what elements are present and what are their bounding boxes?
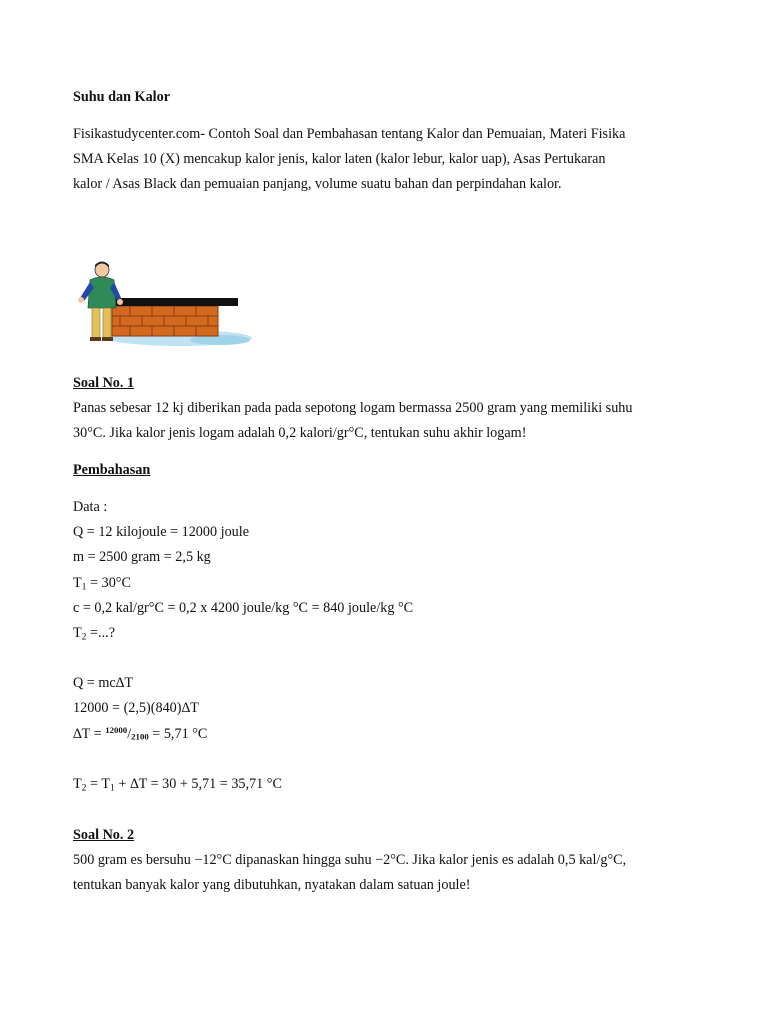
data-t1: $T_1 = 30^\circ C$ [73, 575, 131, 593]
intro-line-2: SMA Kelas 10 (X) mencakup kalor jenis, kalor laten (kalor lebur, kalor uap), Asas Pertukaran [73, 151, 606, 167]
soal-2-heading: Soal No. 2 [73, 827, 135, 843]
soal-1-line-2: 30°C. Jika kalor jenis logam adalah 0,2 kalori/gr°C, tentukan suhu akhir logam! [73, 425, 527, 441]
soal-2-line-1: 500 gram es bersuhu −12°C dipanaskan hingga suhu −2°C. Jika kalor jenis es adalah 0,5 kal/g°C, [73, 852, 627, 868]
delta-t-line: ∆T = $^{12000}$/2100 = 5,71 °C [73, 725, 208, 742]
man-with-brick-wall-icon [70, 258, 260, 350]
intro-line-1: Fisikastudycenter.com- Contoh Soal dan Pembahasan tentang Kalor dan Pemuaian, Materi Fisika [73, 126, 626, 142]
substitution-line: 12000 = (2,5)(840)∆T [73, 700, 199, 716]
pembahasan-heading: Pembahasan [73, 462, 151, 478]
document-title: Suhu dan Kalor [73, 89, 170, 105]
data-t2: $T_2$ =...? [73, 625, 115, 643]
soal-2-line-2: tentukan banyak kalor yang dibutuhkan, nyatakan dalam satuan joule! [73, 877, 471, 893]
final-result-line: $T_2 = T_1 + \Delta T = 30 + 5,71 = 35,71$ °C [73, 776, 282, 794]
data-c: c = 0,2 kal/gr°C = 0,2 x 4200 joule/kg °C = 840 joule/kg °C [73, 600, 414, 616]
formula-line: Q = mc∆T [73, 675, 134, 691]
soal-1-heading: Soal No. 1 [73, 375, 135, 391]
data-m: m = 2500 gram = 2,5 kg [73, 549, 211, 565]
data-label: Data : [73, 499, 108, 515]
intro-line-3: kalor / Asas Black dan pemuaian panjang, volume suatu bahan dan perpindahan kalor. [73, 176, 562, 192]
soal-1-line-1: Panas sebesar 12 kj diberikan pada pada sepotong logam bermassa 2500 gram yang memiliki suhu [73, 400, 633, 416]
data-q: Q = 12 kilojoule = 12000 joule [73, 524, 249, 540]
